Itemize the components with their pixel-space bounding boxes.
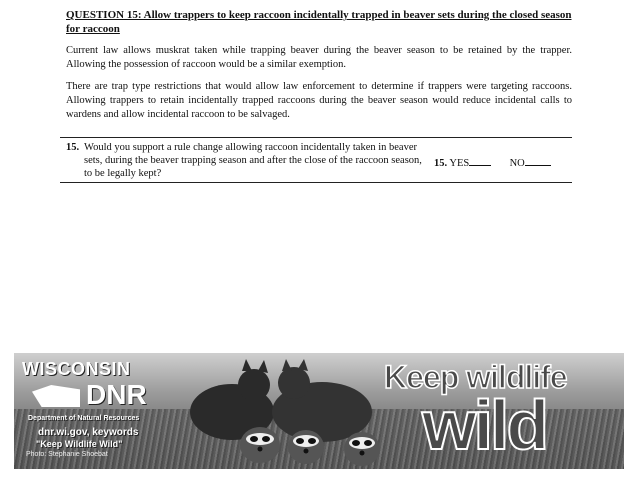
question-title: QUESTION 15: Allow trappers to keep raccoon incidentally trapped in beaver sets during the closed season for raccoon	[66, 9, 572, 35]
yes-label: YES	[449, 158, 470, 169]
logo-state-name: WISCONSIN	[22, 359, 131, 379]
raccoon-adult-right	[272, 359, 372, 442]
photo-credit: Photo: Stephanie Shoebat	[26, 451, 108, 458]
logo-agency: DNR	[86, 379, 147, 410]
tagline-keep-wildlife: Keep wildlife	[384, 359, 567, 395]
item-number: 15.	[66, 142, 80, 153]
document-body	[66, 8, 572, 130]
item-text: Would you support a rule change allowing raccoon incidentally taken in beaver sets, during the beaver trapping season and after the close of the raccoon season, to be legally kept?	[84, 142, 422, 179]
no-blank[interactable]	[525, 155, 551, 166]
dnr-banner	[14, 353, 624, 469]
raccoon-kit-3	[344, 432, 380, 466]
logo-url: dnr.wi.gov, keywords	[38, 427, 139, 438]
tagline-wild: wild	[422, 386, 547, 464]
question-table	[60, 137, 572, 183]
dnr-logo	[22, 359, 154, 449]
raccoons-photo	[182, 357, 382, 469]
logo-keywords: "Keep Wildlife Wild"	[36, 439, 123, 449]
wisconsin-shape-icon	[32, 385, 80, 407]
logo-department: Department of Natural Resources	[28, 415, 140, 422]
raccoon-kit-1	[240, 427, 280, 463]
paragraph-restrictions: There are trap type restrictions that would allow law enforcement to determine if trappers were targeting raccoons. Allowing trappers to retain incidentally trapped raccoons during the beaver season would reduce incidental calls to wardens and allow incidental raccoon to be salvaged.	[66, 81, 572, 120]
paragraph-current-law: Current law allows muskrat taken while trapping beaver during the beaver season to be retained by the trapper. Allowing the possession of raccoon would be a similar exemption.	[66, 45, 572, 70]
answer-area	[434, 155, 551, 169]
answer-number: 15.	[434, 158, 448, 169]
no-label: NO	[509, 158, 525, 169]
yes-blank[interactable]	[469, 155, 491, 166]
raccoon-kit-2	[288, 430, 324, 464]
